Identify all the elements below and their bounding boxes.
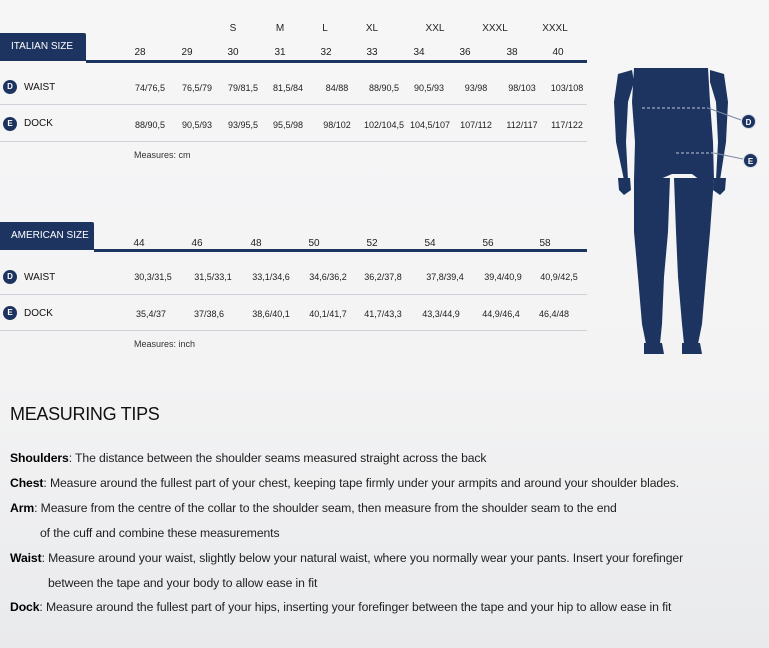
- table-cell: 107/112: [460, 120, 492, 130]
- size-number: 54: [424, 238, 436, 249]
- tip-waist: [10, 551, 683, 565]
- table-cell: 103/108: [550, 83, 584, 93]
- size-number: 28: [134, 47, 146, 58]
- italian-size-label: ITALIAN SIZE: [0, 33, 86, 61]
- size-number: 52: [366, 238, 378, 249]
- table-cell: 102/104,5: [363, 120, 405, 130]
- size-number: 48: [250, 238, 262, 249]
- row-divider: [0, 141, 587, 142]
- tip-arm-continuation: of the cuff and combine these measurements: [40, 526, 280, 540]
- measures-note: Measures: inch: [134, 339, 196, 349]
- tip-term: Shoulders: [10, 451, 69, 465]
- size-number: 40: [552, 47, 564, 58]
- table-cell: 35,4/37: [135, 309, 167, 319]
- tip-term: Arm: [10, 501, 35, 515]
- size-number: 30: [227, 47, 239, 58]
- american-size-label: AMERICAN SIZE: [0, 222, 94, 250]
- tip-term: Chest: [10, 476, 44, 490]
- letter-size: XXXL: [482, 23, 508, 34]
- size-number: 44: [133, 238, 145, 249]
- table-cell: 76,5/79: [181, 83, 213, 93]
- table-cell: 88/90,5: [134, 120, 166, 130]
- table-cell: 79/81,5: [227, 83, 259, 93]
- table-cell: 93/95,5: [227, 120, 259, 130]
- row-label-dock: DOCK: [24, 118, 53, 129]
- marker-e-badge: E: [3, 306, 17, 320]
- letter-size: XXXL: [542, 23, 568, 34]
- tip-chest: [10, 476, 679, 490]
- size-number: 34: [413, 47, 425, 58]
- tip-dock: [10, 600, 671, 614]
- marker-e-icon: E: [743, 153, 758, 168]
- table-cell: 37/38,6: [193, 309, 225, 319]
- size-number: 50: [308, 238, 320, 249]
- size-number: 38: [506, 47, 518, 58]
- tip-arm: [10, 501, 617, 515]
- marker-d-icon: D: [741, 114, 756, 129]
- row-label-dock: DOCK: [24, 308, 53, 319]
- letter-size: S: [229, 23, 237, 34]
- letter-size: XL: [365, 23, 379, 34]
- table-cell: 93/98: [464, 83, 488, 93]
- table-cell: 90,5/93: [413, 83, 445, 93]
- table-header-rule: [86, 60, 587, 63]
- size-number: 31: [274, 47, 286, 58]
- table-cell: 44,9/46,4: [482, 309, 520, 319]
- table-cell: 36,2/37,8: [364, 272, 402, 282]
- marker-d-badge: D: [3, 80, 17, 94]
- table-cell: 90,5/93: [181, 120, 213, 130]
- table-cell: 30,3/31,5: [134, 272, 172, 282]
- body-silhouette-figure: [610, 62, 765, 362]
- table-cell: 98/103: [508, 83, 536, 93]
- size-number: 58: [539, 238, 551, 249]
- row-label-waist: WAIST: [24, 82, 56, 93]
- table-cell: 40,1/41,7: [309, 309, 347, 319]
- row-divider: [0, 104, 587, 105]
- table-cell: 34,6/36,2: [309, 272, 347, 282]
- table-cell: 81,5/84: [272, 83, 304, 93]
- table-cell: 31,5/33,1: [194, 272, 232, 282]
- tip-text: : Measure around the fullest part of your hips, inserting your forefinger between the tape and your hip to allow ease in fit: [39, 600, 672, 614]
- tip-waist-continuation: between the tape and your body to allow ease in fit: [48, 576, 318, 590]
- table-cell: 38,6/40,1: [252, 309, 290, 319]
- tip-text: : Measure around the fullest part of your chest, keeping tape firmly under your armpits and around your shoulder blades.: [43, 476, 680, 490]
- letter-size: M: [275, 23, 285, 34]
- size-number: 46: [191, 238, 203, 249]
- tip-text: : Measure from the centre of the collar to the shoulder seam, then measure from the shoulder seam to the end: [34, 501, 617, 515]
- size-number: 36: [459, 47, 471, 58]
- table-cell: 88/90,5: [368, 83, 400, 93]
- marker-e-badge: E: [3, 117, 17, 131]
- marker-d-badge: D: [3, 270, 17, 284]
- tip-term: Dock: [10, 600, 40, 614]
- size-number: 29: [181, 47, 193, 58]
- table-cell: 43,3/44,9: [422, 309, 460, 319]
- table-cell: 74/76,5: [134, 83, 166, 93]
- table-cell: 39,4/40,9: [484, 272, 522, 282]
- table-cell: 33,1/34,6: [252, 272, 290, 282]
- table-cell: 41,7/43,3: [364, 309, 402, 319]
- tip-text: : The distance between the shoulder seams measured straight across the back: [68, 451, 487, 465]
- table-cell: 46,4/48: [538, 309, 570, 319]
- measures-note: Measures: cm: [134, 150, 191, 160]
- size-number: 32: [320, 47, 332, 58]
- tip-text: : Measure around your waist, slightly below your natural waist, where you normally wear your pants. Insert your forefinger: [41, 551, 684, 565]
- table-cell: 98/102: [323, 120, 351, 130]
- table-cell: 95,5/98: [272, 120, 304, 130]
- table-cell: 112/117: [506, 120, 538, 130]
- size-number: 33: [366, 47, 378, 58]
- row-divider: [0, 294, 587, 295]
- tips-title: MEASURING TIPS: [10, 404, 160, 424]
- letter-size: L: [322, 23, 328, 34]
- tip-shoulders: [10, 451, 486, 465]
- table-cell: 40,9/42,5: [540, 272, 578, 282]
- size-number: 56: [482, 238, 494, 249]
- table-cell: 117/122: [551, 120, 583, 130]
- row-label-waist: WAIST: [24, 272, 56, 283]
- row-divider: [0, 330, 587, 331]
- letter-size: XXL: [425, 23, 445, 34]
- tip-term: Waist: [10, 551, 42, 565]
- trousers-silhouette-icon: [610, 62, 765, 362]
- table-cell: 104,5/107: [409, 120, 451, 130]
- table-cell: 37,8/39,4: [426, 272, 464, 282]
- table-cell: 84/88: [325, 83, 349, 93]
- table-header-rule: [94, 249, 587, 252]
